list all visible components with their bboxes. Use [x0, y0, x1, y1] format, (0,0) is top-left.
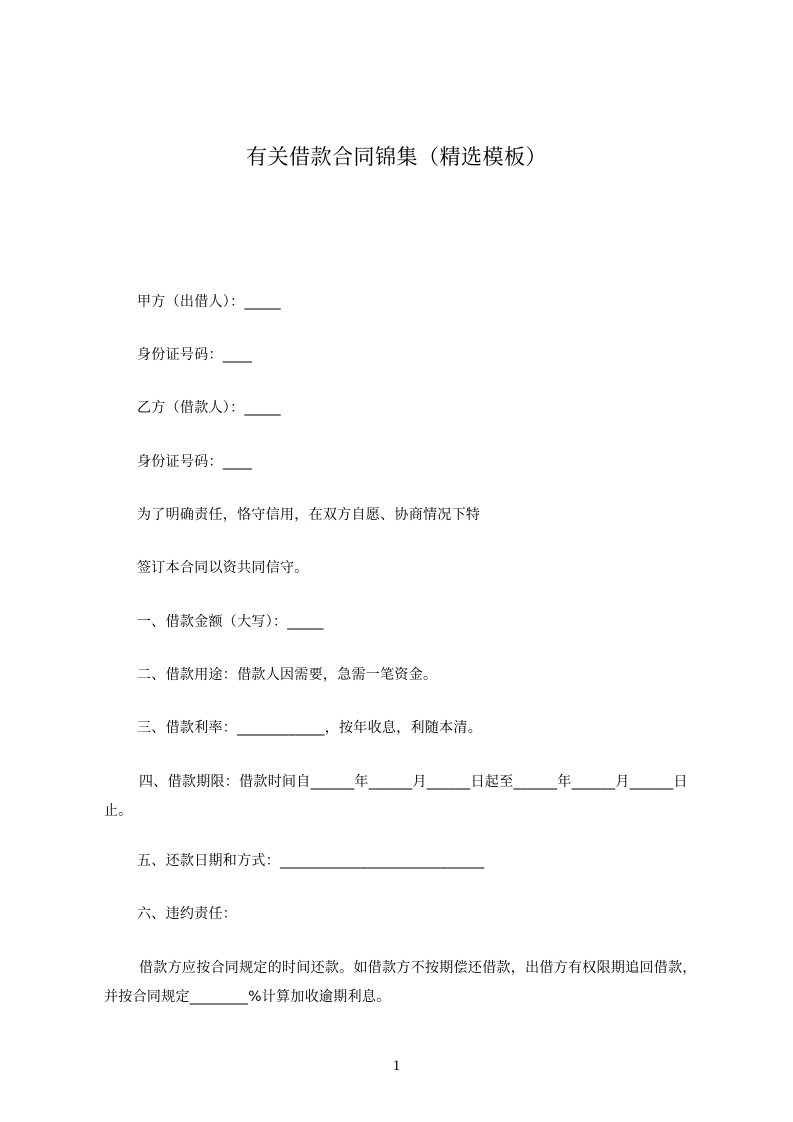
clause-loan-purpose: 二、借款用途：借款人因需要，急需一笔资金。: [137, 667, 438, 683]
purpose-line-2: 签订本合同以资共同信守。: [137, 560, 309, 576]
clause-breach-body: 借款方应按合同规定的时间还款。如借款方不按期偿还借款，出借方有权限期追回借款，并按合同规定________%计算加收逾期利息。: [104, 960, 697, 1005]
party-a-id-line: 身份证号码：____: [137, 347, 252, 363]
clause-loan-amount: 一、借款金额（大写）：_____: [137, 614, 324, 630]
party-b-line: 乙方（借款人）：_____: [137, 400, 281, 416]
clause-interest-rate: 三、借款利率：____________，按年收息，利随本清。: [137, 720, 482, 736]
party-a-line: 甲方（出借人）：_____: [137, 294, 281, 310]
clause-breach-heading: 六、违约责任：: [137, 906, 238, 922]
page-number: 1: [392, 1058, 401, 1074]
document-title: 有关借款合同锦集（精选模板）: [246, 145, 547, 169]
purpose-line-1: 为了明确责任，恪守信用，在双方自愿、协商情况下特: [137, 507, 481, 523]
clause-repayment: 五、还款日期和方式：____________________________: [137, 853, 485, 869]
party-b-id-line: 身份证号码：____: [137, 454, 252, 470]
clause-loan-term: 四、借款期限：借款时间自______年______月______日起至______年______月______日止。: [104, 774, 688, 819]
